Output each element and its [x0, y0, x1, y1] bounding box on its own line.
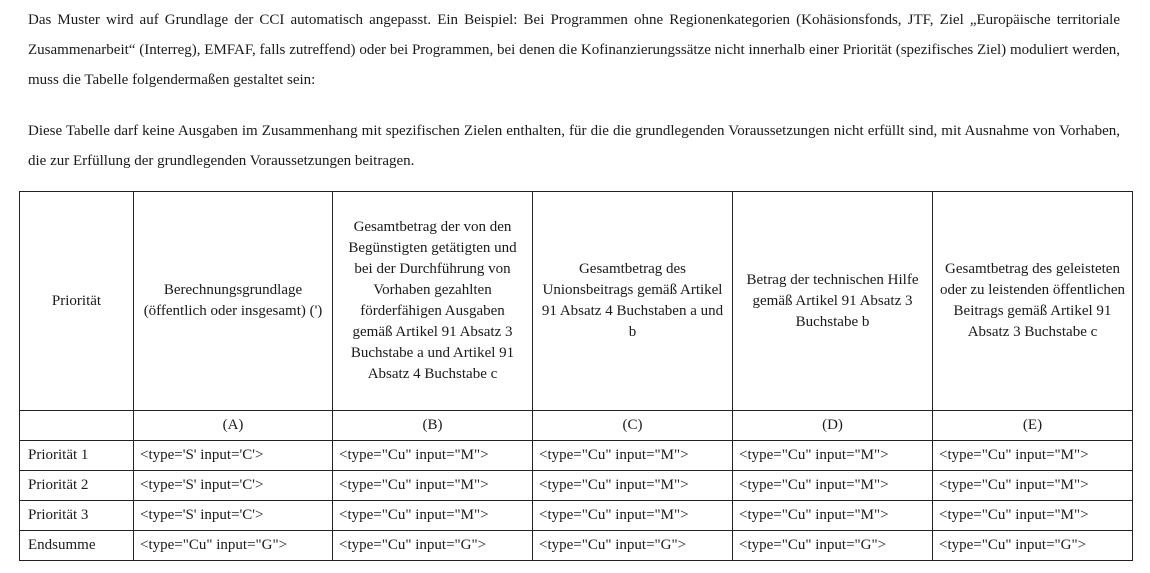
table-cell: <type="Cu" input="M">	[533, 501, 733, 531]
table-cell: <type="Cu" input="M">	[333, 501, 533, 531]
column-letter-row	[20, 411, 1133, 441]
table-cell: <type="Cu" input="G">	[533, 531, 733, 561]
table-cell: <type="Cu" input="G">	[733, 531, 933, 561]
table-total-row	[20, 531, 1133, 561]
table-cell: <type="Cu" input="M">	[533, 471, 733, 501]
table-cell: <type="Cu" input="G">	[933, 531, 1133, 561]
table-row	[20, 471, 1133, 501]
row-label: Priorität 1	[20, 441, 134, 471]
table-header-row	[20, 192, 1133, 411]
expenditure-table	[19, 191, 1133, 561]
letter-cell: (C)	[533, 411, 733, 441]
letter-cell: (B)	[333, 411, 533, 441]
letter-cell: (A)	[134, 411, 333, 441]
table-cell: <type="Cu" input="G">	[134, 531, 333, 561]
table-cell: <type="Cu" input="M">	[733, 441, 933, 471]
table-cell: <type="Cu" input="M">	[933, 501, 1133, 531]
header-berechnungsgrundlage: Berechnungsgrundlage (öffentlich oder insgesamt) (')	[134, 192, 333, 411]
table-cell: <type='S' input='C'>	[134, 471, 333, 501]
table-cell: <type="Cu" input="G">	[333, 531, 533, 561]
header-gesamtbetrag-beguenstigte: Gesamtbetrag der von den Begünstigten getätigten und bei der Durchführung von Vorhaben gezahlten förderfähigen Ausgaben gemäß Artikel 91 Absatz 3 Buchstabe a und Artikel 91 Absatz 4 Buchstabe c	[333, 192, 533, 411]
table-row	[20, 441, 1133, 471]
table-cell: <type="Cu" input="M">	[933, 471, 1133, 501]
table-cell: <type="Cu" input="M">	[733, 471, 933, 501]
row-label: Priorität 2	[20, 471, 134, 501]
table-cell: <type="Cu" input="M">	[333, 471, 533, 501]
header-technische-hilfe: Betrag der technischen Hilfe gemäß Artikel 91 Absatz 3 Buchstabe b	[733, 192, 933, 411]
table-cell: <type="Cu" input="M">	[733, 501, 933, 531]
note-paragraph: Diese Tabelle darf keine Ausgaben im Zusammenhang mit spezifischen Zielen enthalten, für die die grundlegenden Voraussetzungen nicht erfüllt sind, mit Ausnahme von Vorhaben, die zur Erfüllung der grundlegenden Voraussetzungen beitragen.	[28, 123, 1120, 169]
table-row	[20, 501, 1133, 531]
header-prioritaet: Priorität	[20, 192, 134, 411]
letter-cell: (E)	[933, 411, 1133, 441]
header-oeffentlicher-beitrag: Gesamtbetrag des geleisteten oder zu leistenden öffentlichen Beitrags gemäß Artikel 91 Absatz 3 Buchstabe c	[933, 192, 1133, 411]
letter-cell: (D)	[733, 411, 933, 441]
row-label: Endsumme	[20, 531, 134, 561]
table-cell: <type="Cu" input="M">	[533, 441, 733, 471]
table-cell: <type="Cu" input="M">	[333, 441, 533, 471]
letter-cell	[20, 411, 134, 441]
header-unionsbeitrag: Gesamtbetrag des Unionsbeitrags gemäß Artikel 91 Absatz 4 Buchstaben a und b	[533, 192, 733, 411]
row-label: Priorität 3	[20, 501, 134, 531]
table-cell: <type='S' input='C'>	[134, 441, 333, 471]
table-cell: <type="Cu" input="M">	[933, 441, 1133, 471]
table-cell: <type='S' input='C'>	[134, 501, 333, 531]
intro-paragraph: Das Muster wird auf Grundlage der CCI automatisch angepasst. Ein Beispiel: Bei Programmen ohne Regionenkategorien (Kohäsionsfonds, JTF, Ziel „Europäische territoriale Zusammenarbeit“ (Interreg), EMFAF, falls zutreffend) oder bei Programmen, bei denen die Kofinanzierungssätze nicht innerhalb einer Priorität (spezifisches Ziel) moduliert werden, muss die Tabelle folgendermaßen gestaltet sein:	[28, 12, 1120, 88]
